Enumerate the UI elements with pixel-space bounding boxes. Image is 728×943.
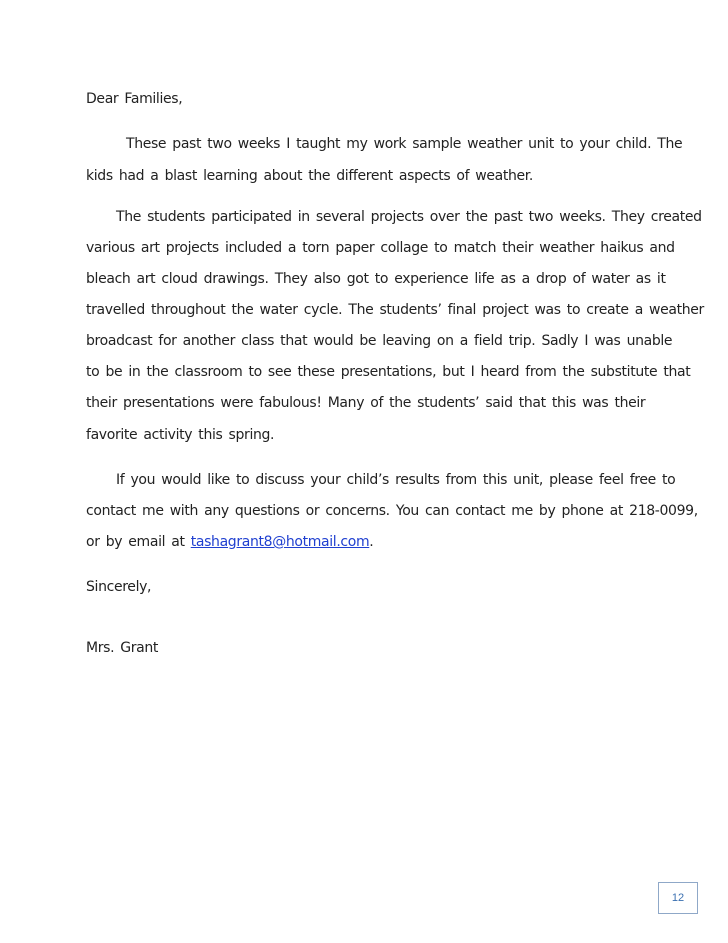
paragraph-2-line-7: their presentations were fabulous! Many of the students’ said that this was their bbox=[86, 395, 646, 411]
email-link[interactable]: tashagrant8@hotmail.com bbox=[190, 534, 370, 550]
page-number: 12 bbox=[658, 882, 698, 914]
paragraph-3-line-1: If you would like to discuss your child’s results from this unit, please feel free to bbox=[116, 472, 676, 488]
email-prefix: or by email at bbox=[86, 534, 191, 550]
paragraph-2-line-3: bleach art cloud drawings. They also got to experience life as a drop of water as it bbox=[86, 271, 666, 287]
closing: Sincerely, bbox=[86, 579, 152, 595]
paragraph-3-line-2: contact me with any questions or concerns. You can contact me by phone at 218-0099, bbox=[86, 503, 698, 519]
paragraph-2-line-2: various art projects included a torn paper collage to match their weather haikus and bbox=[86, 240, 675, 256]
signature: Mrs. Grant bbox=[86, 640, 159, 656]
paragraph-1-line-2: kids had a blast learning about the different aspects of weather. bbox=[86, 168, 534, 184]
paragraph-2-line-1: The students participated in several projects over the past two weeks. They created bbox=[116, 209, 702, 225]
email-suffix: . bbox=[369, 534, 374, 550]
paragraph-2-line-8: favorite activity this spring. bbox=[86, 427, 275, 443]
paragraph-2-line-6: to be in the classroom to see these presentations, but I heard from the substitute that bbox=[86, 364, 691, 380]
greeting: Dear Families, bbox=[86, 91, 183, 107]
paragraph-2-line-5: broadcast for another class that would be leaving on a field trip. Sadly I was unable bbox=[86, 333, 673, 349]
paragraph-1-line-1: These past two weeks I taught my work sample weather unit to your child. The bbox=[126, 136, 683, 152]
paragraph-3-line-3 bbox=[86, 534, 373, 550]
paragraph-2-line-4: travelled throughout the water cycle. The students’ final project was to create a weather bbox=[86, 302, 704, 318]
